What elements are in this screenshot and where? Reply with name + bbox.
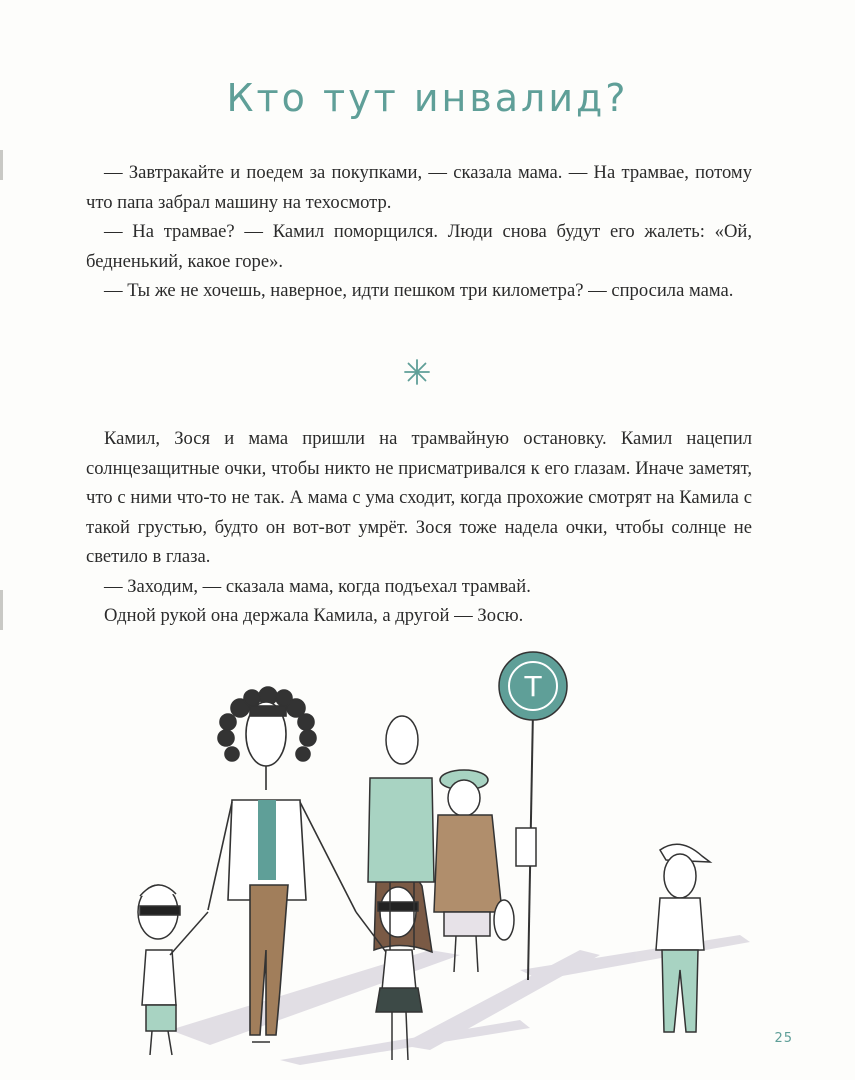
asterisk-icon [403,358,431,386]
paragraph: Одной рукой она держала Камила, а другой — Зосю. [104,605,524,626]
page-edge-shadow [0,150,3,180]
chapter-title: Кто тут инвалид? [226,76,629,120]
paragraph: — Заходим, — сказала мама, когда подъехал трамвай. [104,575,531,597]
paragraph: — На трамвае? — Камил поморщился. Люди снова будут его жалеть: «Ой, бедненький, какое горе». [86,221,752,272]
young-man-figure [656,844,710,1032]
tram-stop-illustration [100,650,760,1070]
text-block-2 [86,424,752,631]
text-block-1 [86,158,752,306]
old-woman-figure [434,770,514,972]
paragraph: — Ты же не хочешь, наверное, идти пешком три километра? — спросила мама. [104,280,734,301]
paragraph: — Завтракайте и поедем за покупками, — сказала мама. — На трамвае, потому что папа забрал машину на техосмотр. [86,162,752,213]
page-number: 25 [774,1031,793,1046]
paragraph: Камил, Зося и мама пришли на трамвайную остановку. Камил нацепил солнцезащитные очки, чтобы никто не присматривался к его глазам. Иначе заметят, что с ними что-то не так. А мама с ума сходит, когда прохожие смотрят на Камила с такой грустью, будто он вот-вот умрёт. Зося тоже надела очки, чтобы солнце не светило в глаза. [86,428,752,567]
page-edge-shadow [0,590,3,630]
tram-sign-letter: T [524,670,542,703]
